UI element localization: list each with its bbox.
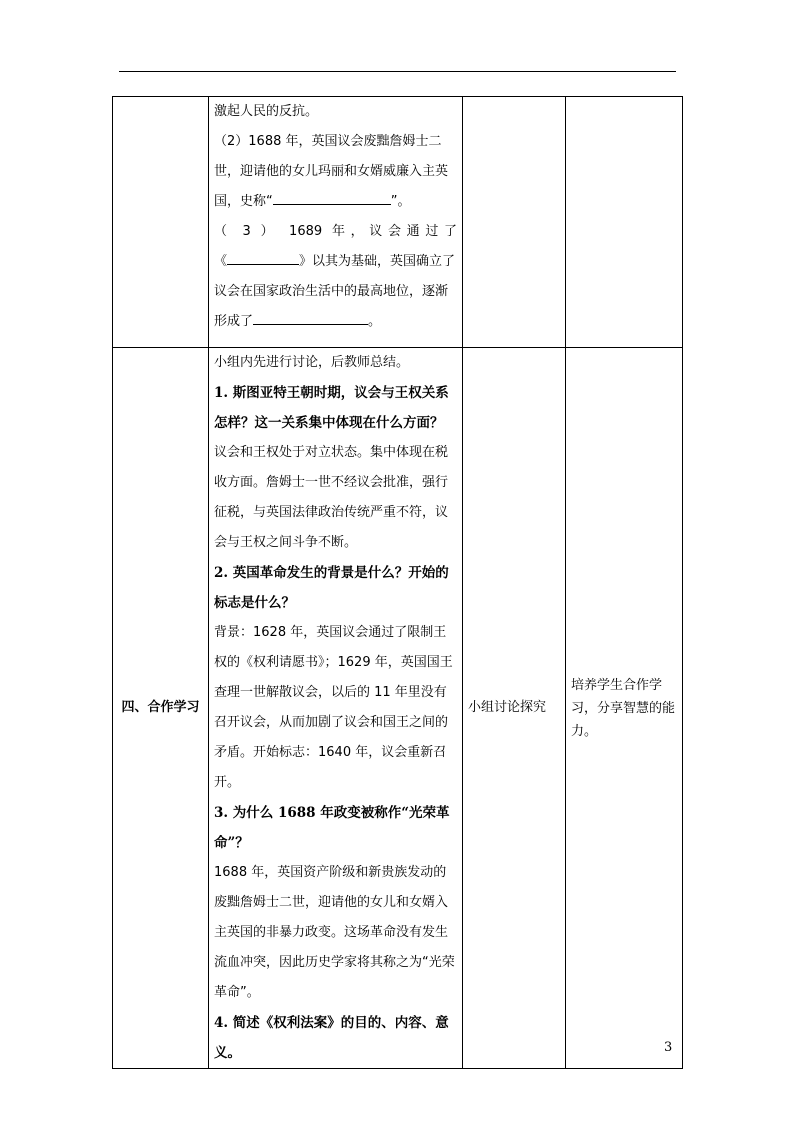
table-row	[113, 348, 683, 1069]
content-cell	[209, 97, 463, 348]
answer-1: 议会和王权处于对立状态。集中体现在税收方面。詹姆士一世不经议会批准，强行征税，与英国法律政治传统严重不符，议会与王权之间斗争不断。	[214, 445, 449, 550]
question-4: 4. 简述《权利法案》的目的、内容、意义。	[214, 1015, 449, 1061]
page-number: 3	[664, 1040, 673, 1055]
answer-blank	[273, 189, 391, 205]
answer-2: 背景：1628 年，英国议会通过了限制王权的《权利请愿书》；1629 年，英国国王查理一世解散议会，以后的 11 年里没有召开议会，从而加剧了议会和国王之间的矛盾。开始标志：1640 年，议会重新召开。	[214, 625, 453, 790]
method-cell-empty	[463, 97, 566, 348]
item-3: 《 》以其为基础，英国确立了议会在国家政治生活中的最高地位，逐渐形成了 。	[214, 247, 457, 337]
question-3: 3. 为什么 1688 年政变被称作“光荣革命”？	[214, 805, 450, 851]
question-2: 2. 英国革命发生的背景是什么？开始的标志是什么？	[214, 565, 449, 611]
question-1: 1. 斯图亚特王朝时期，议会与王权关系怎样？这一关系集中体现在什么方面？	[214, 385, 449, 431]
section-cell-empty	[113, 97, 209, 348]
answer-blank	[227, 249, 299, 265]
answer-3: 1688 年，英国资产阶级和新贵族发动的废黜詹姆士二世，迎请他的女儿和女婿入主英国的非暴力政变。这场革命没有发生流血冲突，因此历史学家将其称之为“光荣革命”。	[214, 865, 455, 1000]
header-rule	[119, 71, 676, 72]
purpose-cell-empty	[566, 97, 683, 348]
answer-blank	[253, 309, 368, 325]
section-title: 四、合作学习	[113, 348, 209, 1069]
item-2: （2）1688 年，英国议会废黜詹姆士二世，迎请他的女儿玛丽和女婿威廉入主英国，史称“ ”。	[214, 134, 449, 209]
content-line: 激起人民的反抗。	[214, 104, 319, 119]
intro-text: 小组内先进行讨论，后教师总结。	[214, 355, 410, 370]
table-row	[113, 97, 683, 348]
lesson-plan-table	[112, 96, 683, 1069]
content-cell	[209, 348, 463, 1069]
purpose-cell: 培养学生合作学习，分享智慧的能力。	[566, 348, 683, 1069]
item-3-line1: （ 3 ） 1689 年，议会通过了	[214, 224, 457, 239]
method-cell: 小组讨论探究	[463, 348, 566, 1069]
